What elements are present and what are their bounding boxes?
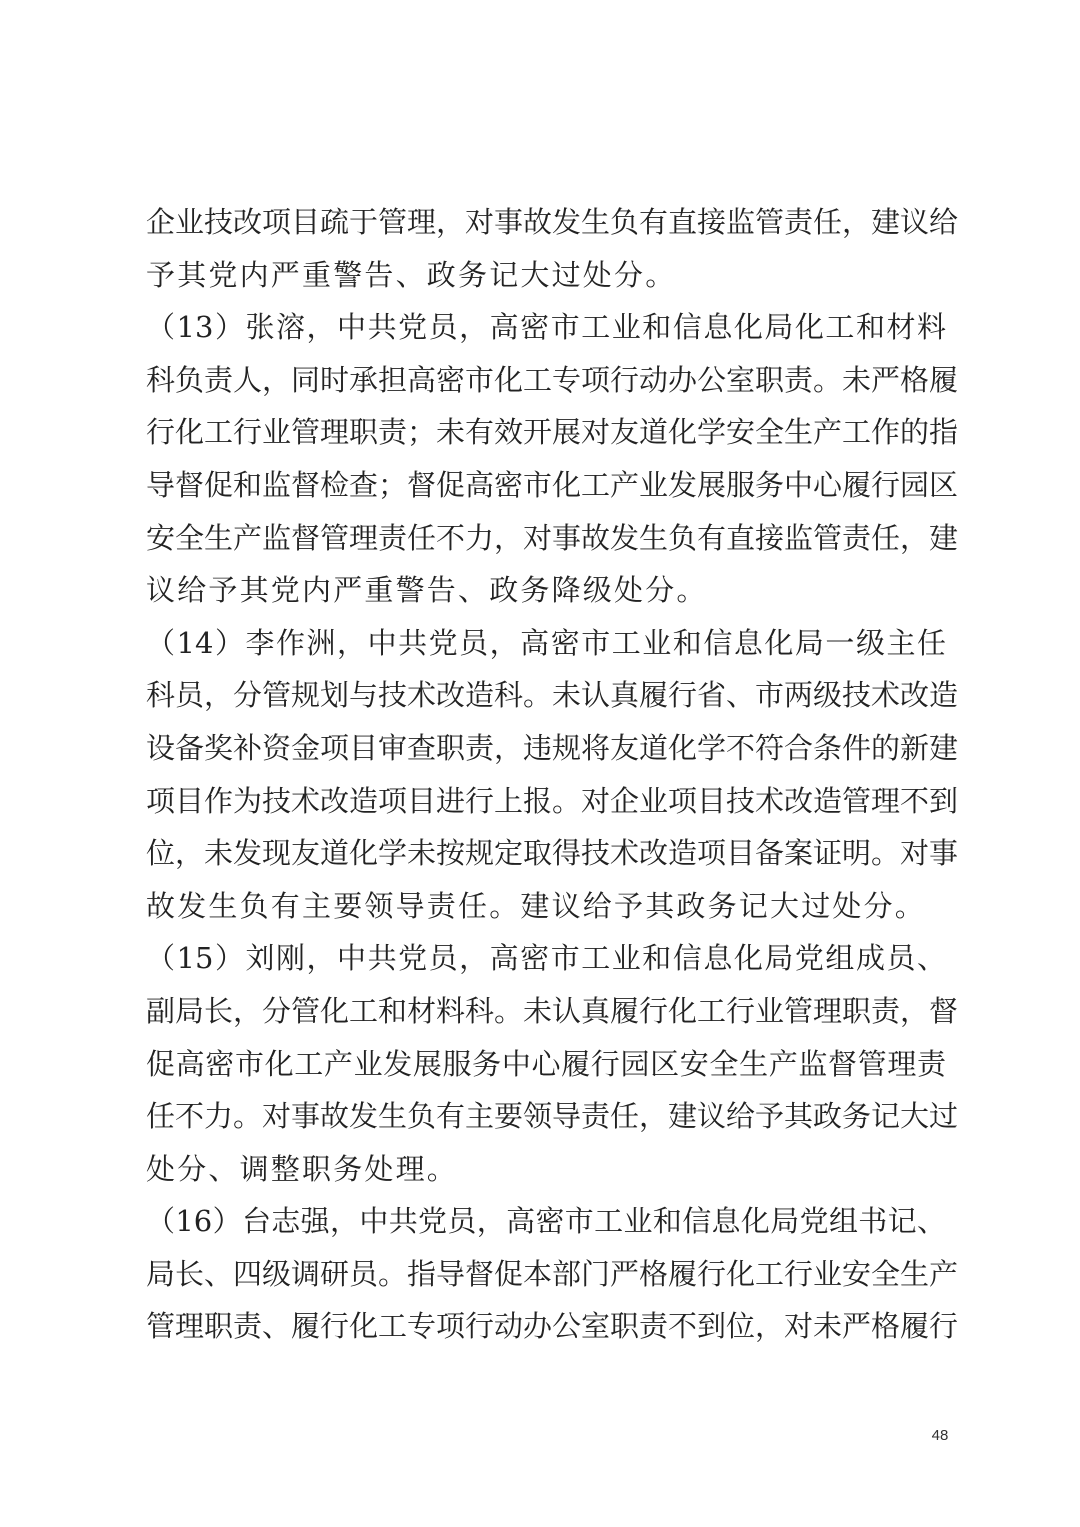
text-line: 行化工行业管理职责；未有效开展对友道化学安全生产工作的指 bbox=[146, 415, 959, 450]
text-line: 项目作为技术改造项目进行上报。对企业项目技术改造管理不到 bbox=[146, 783, 959, 818]
text-line: 任不力。对事故发生负有主要领导责任，建议给予其政务记大过 bbox=[146, 1099, 959, 1134]
text-line: 故发生负有主要领导责任。建议给予其政务记大过处分。 bbox=[146, 888, 927, 923]
text-line: 科员，分管规划与技术改造科。未认真履行省、市两级技术改造 bbox=[146, 678, 959, 713]
text-line: 设备奖补资金项目审查职责，违规将友道化学不符合条件的新建 bbox=[146, 730, 959, 765]
paragraph-13-start: （13）张溶，中共党员，高密市工业和信息化局化工和材料 bbox=[146, 310, 946, 345]
text-line: 予其党内严重警告、政务记大过处分。 bbox=[146, 257, 677, 292]
text-line: 处分、调整职务处理。 bbox=[146, 1151, 459, 1186]
page-number: 48 bbox=[931, 1427, 949, 1444]
text-line: 管理职责、履行化工专项行动办公室职责不到位，对未严格履行 bbox=[146, 1309, 959, 1344]
paragraph-15-start: （15）刘刚，中共党员，高密市工业和信息化局党组成员、 bbox=[146, 941, 946, 976]
text-line: 企业技改项目疏于管理，对事故发生负有直接监管责任，建议给 bbox=[146, 205, 959, 239]
body-text bbox=[146, 196, 959, 1353]
paragraph-16-start: （16）台志强，中共党员，高密市工业和信息化局党组书记、 bbox=[146, 1204, 946, 1239]
text-line: 科负责人，同时承担高密市化工专项行动办公室职责。未严格履 bbox=[146, 362, 959, 397]
text-line: 导督促和监督检查；督促高密市化工产业发展服务中心履行园区 bbox=[146, 467, 959, 502]
text-line: 局长、四级调研员。指导督促本部门严格履行化工行业安全生产 bbox=[146, 1256, 959, 1291]
paragraph-14-start: （14）李作洲，中共党员，高密市工业和信息化局一级主任 bbox=[146, 625, 946, 660]
text-line: 促高密市化工产业发展服务中心履行园区安全生产监督管理责 bbox=[146, 1046, 946, 1081]
text-line: 位，未发现友道化学未按规定取得技术改造项目备案证明。对事 bbox=[146, 836, 959, 871]
text-line: 议给予其党内严重警告、政务降级处分。 bbox=[146, 573, 708, 608]
text-line: 副局长，分管化工和材料科。未认真履行化工行业管理职责，督 bbox=[146, 993, 959, 1028]
text-line: 安全生产监督管理责任不力，对事故发生负有直接监管责任，建 bbox=[146, 520, 959, 555]
